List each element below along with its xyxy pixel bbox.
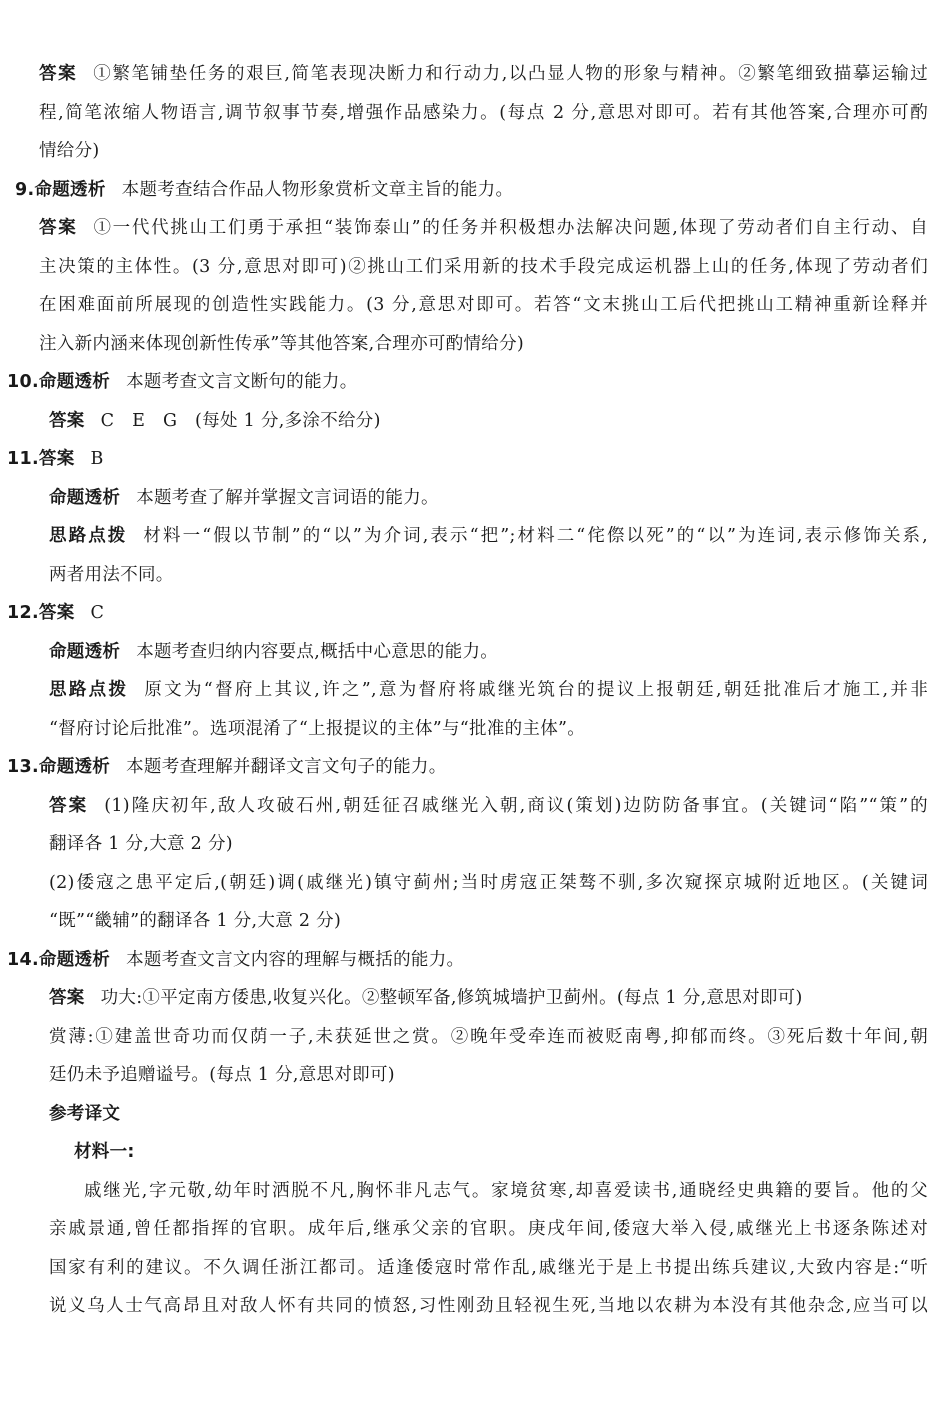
translation-line-1 xyxy=(39,1172,928,1211)
q14-answer-line-3 xyxy=(39,1056,928,1095)
q14-answer-label: 答案 xyxy=(49,988,85,1008)
q10-number: 10. xyxy=(7,372,39,392)
q10-analysis-line xyxy=(7,363,928,402)
q11-hint-line-2 xyxy=(39,556,928,595)
q12-analysis-line xyxy=(39,633,928,672)
q10-analysis-text: 本题考查文言文断句的能力。 xyxy=(126,372,358,392)
q13-answer-text-1: (1)隆庆初年,敌人攻破石州,朝廷征召戚继光入朝,商议(策划)边防防备事宜。(关键词“陷”“策”的 xyxy=(104,795,928,816)
q12-hint-line-1 xyxy=(39,671,928,710)
q13-answer-text-2: 翻译各 1 分,大意 2 分) xyxy=(49,834,233,854)
q11-number: 11. xyxy=(7,449,39,469)
q13-analysis-line xyxy=(7,748,928,787)
q9-analysis-label: 命题透析 xyxy=(34,179,106,200)
q11-analysis-line xyxy=(39,479,928,518)
q13-answer-line-3 xyxy=(39,864,928,903)
q14-answer-text-2: 赏薄:①建盖世奇功而仅荫一子,未获延世之赏。②晚年受牵连而被贬南粤,抑郁而终。③死后数十年间,朝 xyxy=(49,1026,928,1047)
q13-answer-line-4 xyxy=(39,902,928,941)
q12-analysis-label: 命题透析 xyxy=(49,641,121,662)
q9-answer-text-3: 在困难面前所展现的创造性实践能力。(3 分,意思对即可。若答“文末挑山工后代把挑山工精神重新诠释并 xyxy=(39,295,928,315)
q13-answer-text-3: (2)倭寇之患平定后,(朝廷)调(戚继光)镇守蓟州;当时虏寇正桀骜不驯,多次窥探京城附近地区。(关键词 xyxy=(49,872,928,893)
q14-answer-text-3: 廷仍未予追赠谥号。(每点 1 分,意思对即可) xyxy=(49,1065,395,1085)
q12-hint-text-2: “督府讨论后批准”。选项混淆了“上报提议的主体”与“批准的主体”。 xyxy=(49,718,586,739)
q9-answer-text-4: 注入新内涵来体现创新性传承”等其他答案,合理亦可酌情给分) xyxy=(39,333,525,354)
q13-number: 13. xyxy=(7,757,39,777)
q11-hint-line-1 xyxy=(39,517,928,556)
translation-subheading: 材料一: xyxy=(74,1142,135,1162)
q12-answer-label: 答案 xyxy=(38,603,75,623)
q9-answer-label: 答案 xyxy=(39,218,78,238)
q12-hint-line-2 xyxy=(39,710,928,749)
q11-hint-text-1: 材料一“假以节制”的“以”为介词,表示“把”;材料二“侘傺以死”的“以”为连词,表示修饰关系, xyxy=(143,526,928,546)
translation-text-1: 戚继光,字元敬,幼年时洒脱不凡,胸怀非凡志气。家境贫寒,却喜爱读书,通晓经史典籍的要旨。他的父 xyxy=(84,1180,928,1201)
q14-analysis-label: 命题透析 xyxy=(38,949,111,970)
q8-answer-text-1: ①繁笔铺垫任务的艰巨,简笔表现决断力和行动力,以凸显人物的形象与精神。②繁笔细致描摹运输过 xyxy=(93,64,929,84)
q11-answer-text: B xyxy=(90,449,104,469)
q8-answer-text-2: 程,简笔浓缩人物语言,调节叙事节奏,增强作品感染力。(每点 2 分,意思对即可。若有其他答案,合理亦可酌 xyxy=(39,102,928,123)
q8-answer-line-3 xyxy=(39,132,928,171)
translation-text-4: 说义乌人士气高昂且对敌人怀有共同的愤怒,习性刚劲且轻视生死,当地以农耕为本没有其他杂念,应当可以 xyxy=(49,1296,928,1316)
translation-text-3: 国家有利的建议。不久调任浙江都司。适逢倭寇时常作乱,戚继光于是上书提出练兵建议,大致内容是:“听 xyxy=(49,1257,928,1278)
q9-answer-text-2: 主决策的主体性。(3 分,意思对即可)②挑山工们采用新的技术手段完成运机器上山的任务,体现了劳动者们 xyxy=(39,256,928,277)
translation-line-3 xyxy=(39,1249,928,1288)
q13-answer-line-1 xyxy=(39,787,928,826)
q12-hint-label: 思路点拨 xyxy=(49,680,129,700)
q13-analysis-text: 本题考查理解并翻译文言文句子的能力。 xyxy=(126,757,447,777)
q12-analysis-text: 本题考查归纳内容要点,概括中心意思的能力。 xyxy=(136,641,499,662)
q9-answer-line-4 xyxy=(39,325,928,364)
q9-answer-text-1: ①一代代挑山工们勇于承担“装饰泰山”的任务并积极想办法解决问题,体现了劳动者们自主行动、自 xyxy=(93,218,928,238)
q11-answer-line xyxy=(7,440,928,479)
q12-hint-text-1: 原文为“督府上其议,许之”,意为督府将戚继光筑台的提议上报朝廷,朝廷批准后才施工,并非 xyxy=(144,680,928,700)
q8-answer-text-3: 情给分) xyxy=(39,141,100,161)
q14-answer-line-1 xyxy=(39,979,928,1018)
q9-analysis-line xyxy=(15,171,928,210)
q10-answer-line xyxy=(39,402,928,441)
q14-answer-first: 功大:①平定南方倭患,收复兴化。②整顿军备,修筑城墙护卫蓟州。(每点 1 分,意思对即可) xyxy=(100,988,803,1008)
q14-analysis-text: 本题考查文言文内容的理解与概括的能力。 xyxy=(126,949,465,970)
q9-answer-line-1 xyxy=(39,209,928,248)
q13-answer-text-4: “既”“畿辅”的翻译各 1 分,大意 2 分) xyxy=(49,911,342,931)
q13-answer-label: 答案 xyxy=(49,795,89,816)
q11-analysis-label: 命题透析 xyxy=(49,487,121,508)
q8-answer-line-2 xyxy=(39,94,928,133)
q9-answer-line-3 xyxy=(39,286,928,325)
q12-answer-line xyxy=(7,594,928,633)
q10-answer-text: C E G (每处 1 分,多涂不给分) xyxy=(100,410,381,431)
q11-hint-text-2: 两者用法不同。 xyxy=(49,564,174,585)
q8-answer-label: 答案 xyxy=(39,64,78,84)
q14-analysis-line xyxy=(7,941,928,980)
translation-heading: 参考译文 xyxy=(49,1103,121,1124)
q12-answer-text: C xyxy=(90,603,105,623)
q13-answer-line-2 xyxy=(39,825,928,864)
q10-analysis-label: 命题透析 xyxy=(38,372,111,392)
q11-answer-label: 答案 xyxy=(38,449,75,469)
translation-text-2: 亲戚景通,曾任都指挥的官职。成年后,继承父亲的官职。庚戌年间,倭寇大举入侵,戚继光上书逐条陈述对 xyxy=(49,1219,928,1239)
translation-line-2 xyxy=(39,1210,928,1249)
q11-analysis-text: 本题考查了解并掌握文言词语的能力。 xyxy=(136,487,439,508)
q13-analysis-label: 命题透析 xyxy=(38,757,111,777)
q14-answer-line-2 xyxy=(39,1018,928,1057)
q9-number: 9. xyxy=(15,179,35,200)
q8-answer-line-1 xyxy=(39,55,928,94)
translation-line-4 xyxy=(39,1287,928,1326)
q9-answer-line-2 xyxy=(39,248,928,287)
q11-hint-label: 思路点拨 xyxy=(49,526,128,546)
q14-number: 14. xyxy=(7,949,39,970)
q12-number: 12. xyxy=(7,603,39,623)
q10-answer-label: 答案 xyxy=(49,410,85,431)
q9-analysis-text: 本题考查结合作品人物形象赏析文章主旨的能力。 xyxy=(121,179,514,200)
